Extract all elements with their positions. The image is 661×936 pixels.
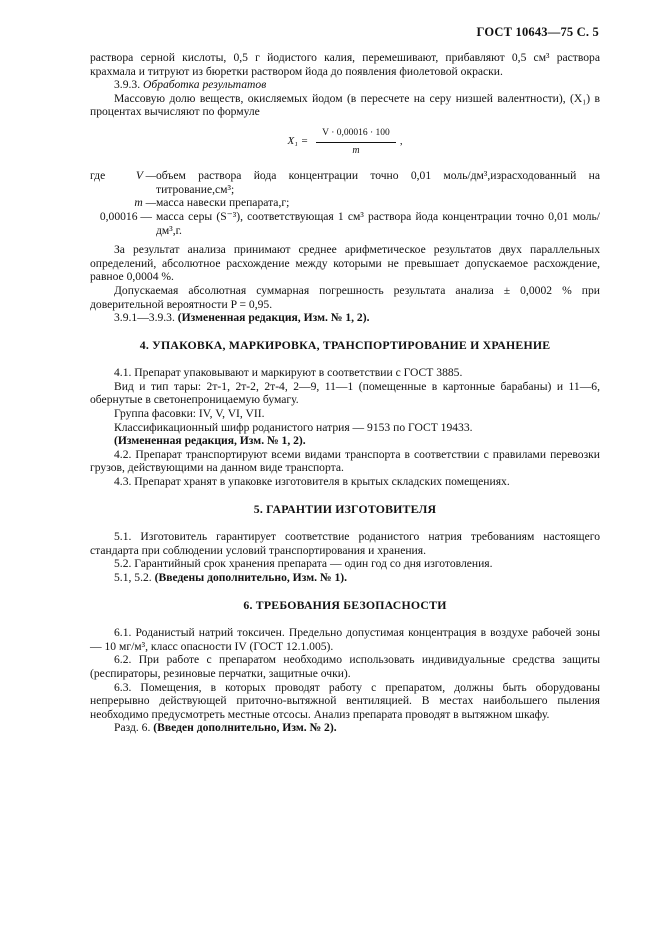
clause-4-1-container-types: Вид и тип тары: 2т-1, 2т-2, 2т-4, 2—9, 11—1 (помещенные в картонные барабаны) и 11—6, обернутые в светонепроницаемую бумагу. [90,379,600,407]
variable-description: объем раствора йода концентрации точно 0,01 моль/дм³,израсходованный на титрование,см³; [156,169,600,196]
revision-ref: Разд. 6. [114,721,151,735]
document-body [90,51,600,735]
clause-6-2: 6.2. При работе с препаратом необходимо использовать индивидуальные средства защиты (респираторы, резиновые перчатки, защитные очки). [90,653,600,680]
revision-note-6 [90,721,600,735]
variable-row [90,210,600,237]
section-5-heading: 5. ГАРАНТИИ ИЗГОТОВИТЕЛЯ [253,501,437,516]
mass-fraction-paragraph: Массовую долю веществ, окисляемых йодом (в пересчете на серу низшей валентности), (X₁) в процентах вычисляют по формуле [90,91,600,119]
formula [90,127,600,157]
variable-symbol: V — [135,169,156,183]
formula-denominator: m [352,144,360,156]
formula-lhs: X₁ = [287,135,309,148]
clause-4-1: 4.1. Препарат упаковывают и маркируют в соответствии с ГОСТ 3885. [114,366,463,380]
subsection-3-9-3-heading [90,78,600,92]
variable-where: где [90,169,106,183]
clause-4-1-packing-group: Группа фасовки: IV, V, VI, VII. [114,407,265,421]
variable-row [90,169,600,196]
clause-5-2: 5.2. Гарантийный срок хранения препарата — один год со дня изготовления. [114,557,493,571]
revision-note-5 [90,571,600,585]
revision-ref: 5.1, 5.2. [114,571,152,584]
formula-fraction [316,127,396,157]
revision-text: (Измененная редакция, Изм. № 1, 2). [177,311,370,325]
revision-ref: 3.9.1—3.9.3. [114,311,175,325]
variable-row [90,196,600,210]
page-header: ГОСТ 10643—75 С. 5 [476,25,599,39]
subsection-title: Обработка результатов [143,78,267,92]
result-paragraph: За результат анализа принимают среднее арифметическое результатов двух параллельных определений, абсолютное расхождение между которыми не превышает допускаемое расхождение, равное 0,0004 %. [90,243,600,284]
intro-paragraph: раствора серной кислоты, 0,5 г йодистого калия, перемешивают, прибавляют 0,5 см³ раствора крахмала и титруют из бюретки раствором йода до появления фиолетовой окраски. [90,51,600,78]
clause-5-1: 5.1. Изготовитель гарантирует соответствие роданистого натрия требованиям настоящего стандарта при соблюдении условий транспортирования и хранения. [90,530,600,557]
clause-4-1-revision: (Измененная редакция, Изм. № 1, 2). [114,434,306,448]
clause-4-1-classification: Классификационный шифр роданистого натрия — 9153 по ГОСТ 19433. [114,420,473,434]
variables-table [90,169,600,237]
section-4-heading: 4. УПАКОВКА, МАРКИРОВКА, ТРАНСПОРТИРОВАНИЕ И ХРАНЕНИЕ [139,337,551,352]
error-paragraph: Допускаемая абсолютная суммарная погрешность результата анализа ± 0,0002 % при доверительной вероятности P = 0,95. [90,283,600,311]
revision-note-3 [90,311,600,325]
variable-description: масса серы (S⁻³), соответствующая 1 см³ раствора йода концентрации точно 0,01 моль/дм³,г. [156,209,600,237]
variable-where [90,196,126,210]
clause-4-3: 4.3. Препарат хранят в упаковке изготовителя в крытых складских помещениях. [114,475,510,489]
subsection-number: 3.9.3. [114,78,141,92]
clause-6-1: 6.1. Роданистый натрий токсичен. Предельно допустимая концентрация в воздухе рабочей зоны — 10 мг/м³, класс опасности IV (ГОСТ 12.1.005). [90,626,600,653]
variable-description: масса навески препарата,г; [156,196,290,210]
revision-text: (Введены дополнительно, Изм. № 1). [154,571,347,584]
formula-numerator: V · 0,00016 · 100 [316,127,396,143]
clause-6-3: 6.3. Помещения, в которых проводят работу с препаратом, должны быть оборудованы непрерывно действующей приточно-вытяжной вентиляцией. В местах наибольшего пыления необходимо предусмотреть местные отсосы. Анализ препарата проводят в вытяжном шкафу. [90,680,600,721]
variable-symbol: m — [134,196,156,210]
clause-4-2: 4.2. Препарат транспортируют всеми видами транспорта в соответствии с правилами перевозки грузов, действующими на данном виде транспорта. [90,447,600,475]
revision-text: (Введен дополнительно, Изм. № 2). [153,721,337,735]
variable-where: 0,00016 — [99,209,152,223]
formula-tail: , [399,135,403,148]
section-6-heading: 6. ТРЕБОВАНИЯ БЕЗОПАСНОСТИ [243,597,447,612]
